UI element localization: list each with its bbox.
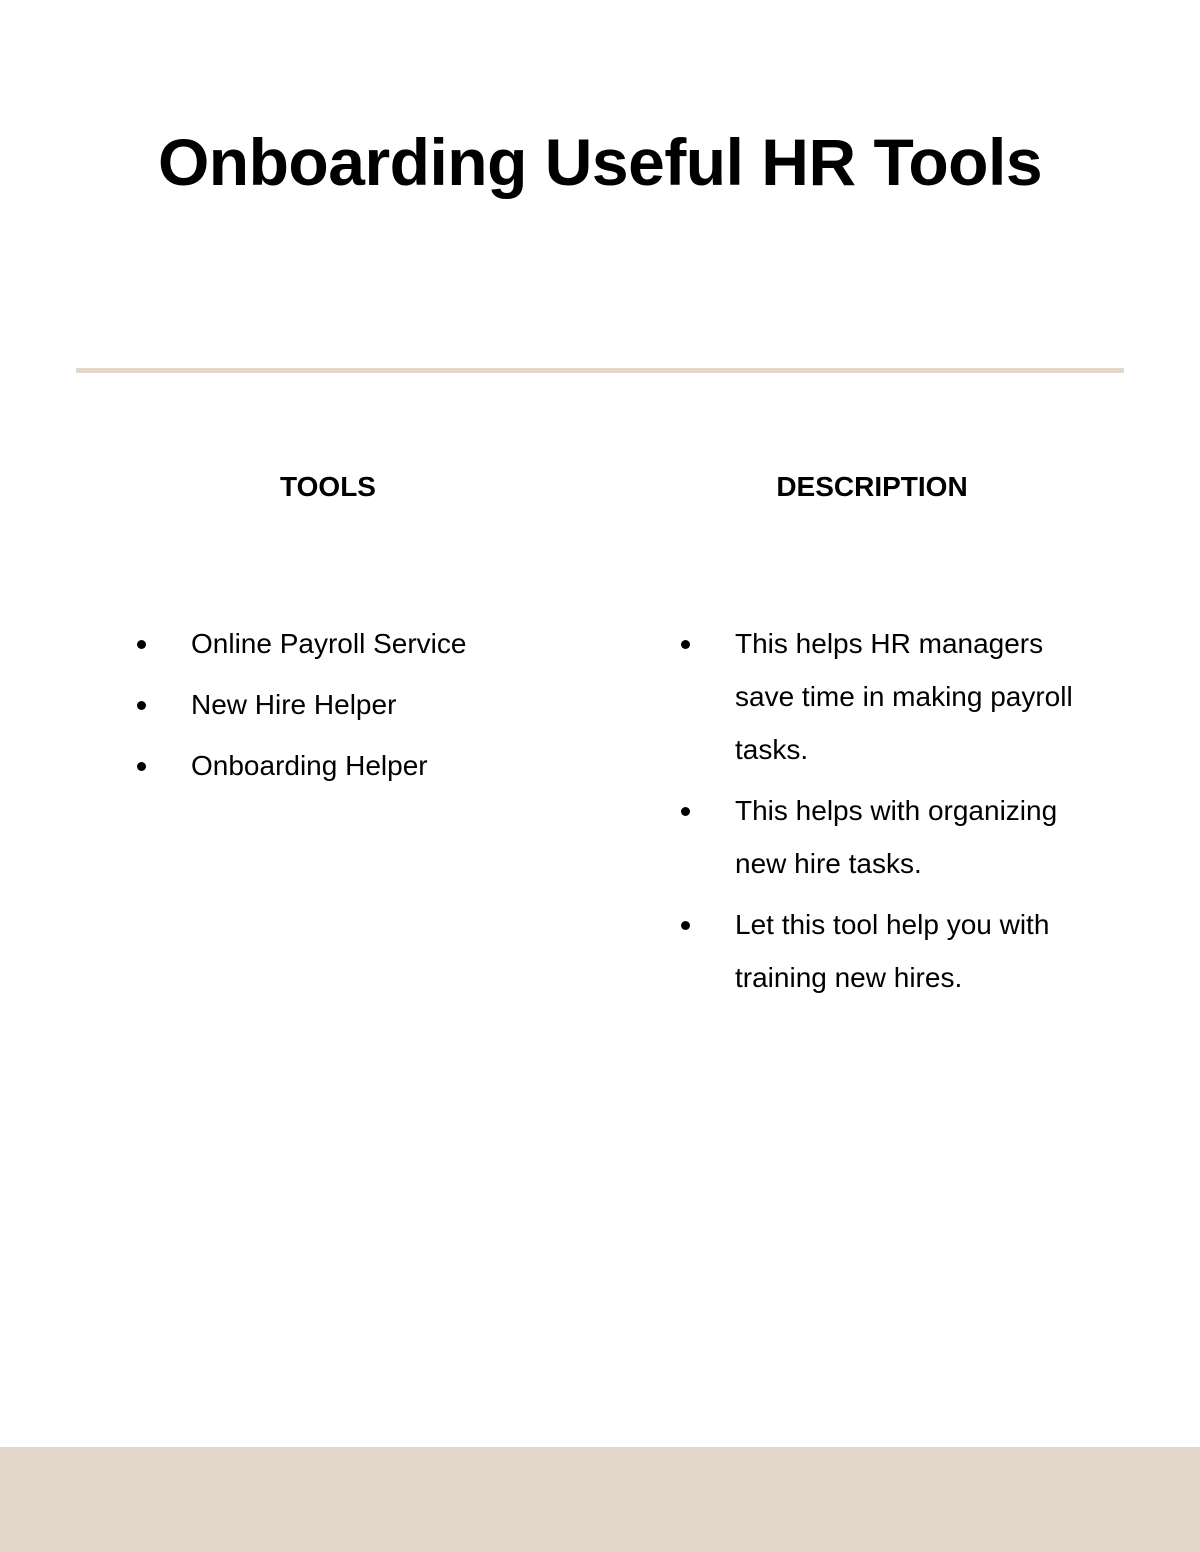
- list-item: Let this tool help you with training new hires.: [679, 898, 1079, 1004]
- tools-list: [135, 617, 575, 800]
- footer-band: [0, 1447, 1200, 1552]
- divider: [76, 368, 1124, 373]
- list-item: New Hire Helper: [135, 678, 575, 731]
- description-header: DESCRIPTION: [776, 471, 968, 502]
- list-item: Onboarding Helper: [135, 739, 575, 792]
- description-list: [679, 617, 1079, 1012]
- list-item: Online Payroll Service: [135, 617, 575, 670]
- page-title: Onboarding Useful HR Tools: [157, 125, 1043, 199]
- list-item: This helps with organizing new hire tasks.: [679, 784, 1079, 890]
- list-item: This helps HR managers save time in making payroll tasks.: [679, 617, 1079, 776]
- tools-header: TOOLS: [280, 471, 376, 502]
